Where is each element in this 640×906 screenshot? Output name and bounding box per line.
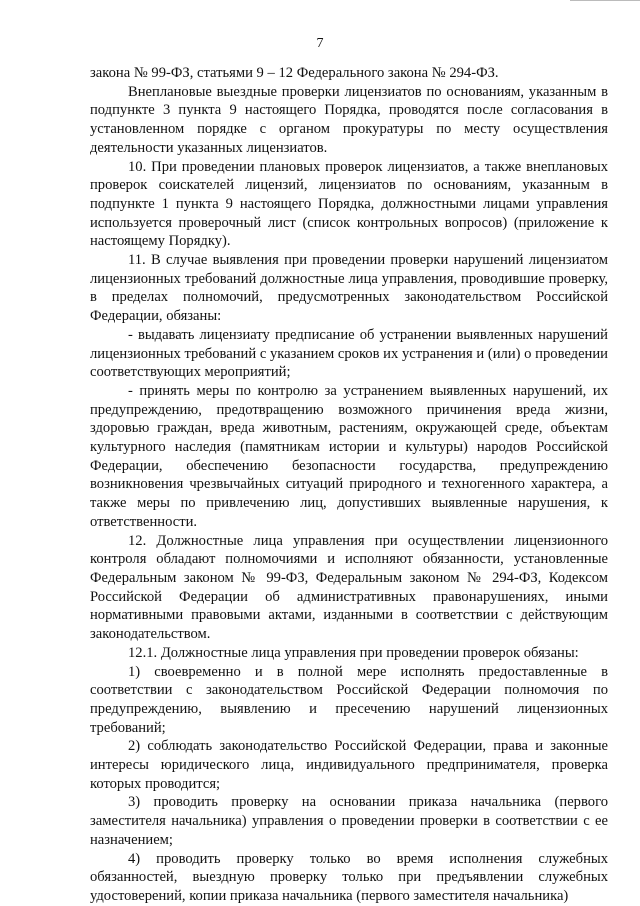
paragraph-item-10: 10. При проведении плановых проверок лицензиатов, а также внеплановых проверок соискателей лицензий, лицензиатов по основаниям, указанным в подпункте 1 пункта 9 настоящего Порядка, должностными лицами управления используется проверочный лист (список контрольных вопросов) (приложение к настоящему Порядку). xyxy=(90,158,608,250)
paragraph-duty-2: 2) соблюдать законодательство Российской Федерации, права и законные интересы юридического лица, индивидуального предпринимателя, проверка которых проводится; xyxy=(90,738,608,792)
document-body xyxy=(90,64,608,906)
paragraph-bullet-prescription: - выдавать лицензиату предписание об устранении выявленных нарушений лицензионных требований с указанием сроков их устранения и (или) о проведении соответствующих мероприятий; xyxy=(90,326,608,381)
paragraph-duty-4: 4) проводить проверку только во время исполнения служебных обязанностей, выездную проверку только при предъявлении служебных удостоверений, копии приказа начальника (первого заместителя начальника) xyxy=(90,850,608,904)
paragraph-item-12: 12. Должностные лица управления при осуществлении лицензионного контроля обладают полномочиями и исполняют обязанности, установленные Федеральным законом № 99-ФЗ, Федеральным законом № 294-ФЗ, Кодексом Российской Федерации об административных правонарушениях, иными нормативными правовыми актами, изданными в соответствии с действующим законодательством. xyxy=(90,532,608,643)
page-number: 7 xyxy=(316,36,324,51)
paragraph-item-11: 11. В случае выявления при проведении проверки нарушений лицензиатом лицензионных требований должностные лица управления, проводившие проверку, в пределах полномочий, предусмотренных законодательством Российской Федерации, обязаны: xyxy=(90,252,608,325)
paragraph-bullet-measures: - принять меры по контролю за устранением выявленных нарушений, их предупреждению, предотвращению возможного причинения вреда жизни, здоровью граждан, вреда животным, растениям, окружающей среде, объектам культурного наследия (памятникам истории и культуры) народов Российской Федерации, обеспечению безопасности государства, предупреждению возникновения чрезвычайных ситуаций природного и техногенного характера, а также меры по привлечению лиц, допустивших выявленные нарушения, к ответственности. xyxy=(90,382,608,530)
paragraph-unscheduled-inspections: Внеплановые выездные проверки лицензиатов по основаниям, указанным в подпункте 3 пункта 9 настоящего Порядка, проводятся после согласования в установленном порядке с органом прокуратуры по месту осуществления деятельности указанных лицензиатов. xyxy=(90,83,608,156)
paragraph-continuation: закона № 99-ФЗ, статьями 9 – 12 Федерального закона № 294-ФЗ. xyxy=(90,65,499,81)
scan-edge-mark xyxy=(570,0,640,9)
paragraph-duty-1: 1) своевременно и в полной мере исполнять предоставленные в соответствии с законодательством Российской Федерации полномочия по предупреждению, выявлению и пресечению нарушений лицензионных требований; xyxy=(90,663,608,736)
paragraph-item-12-1: 12.1. Должностные лица управления при проведении проверок обязаны: xyxy=(128,644,579,661)
paragraph-duty-3: 3) проводить проверку на основании приказа начальника (первого заместителя начальника) управления о проведении проверки в соответствии с ее назначением; xyxy=(90,794,608,848)
